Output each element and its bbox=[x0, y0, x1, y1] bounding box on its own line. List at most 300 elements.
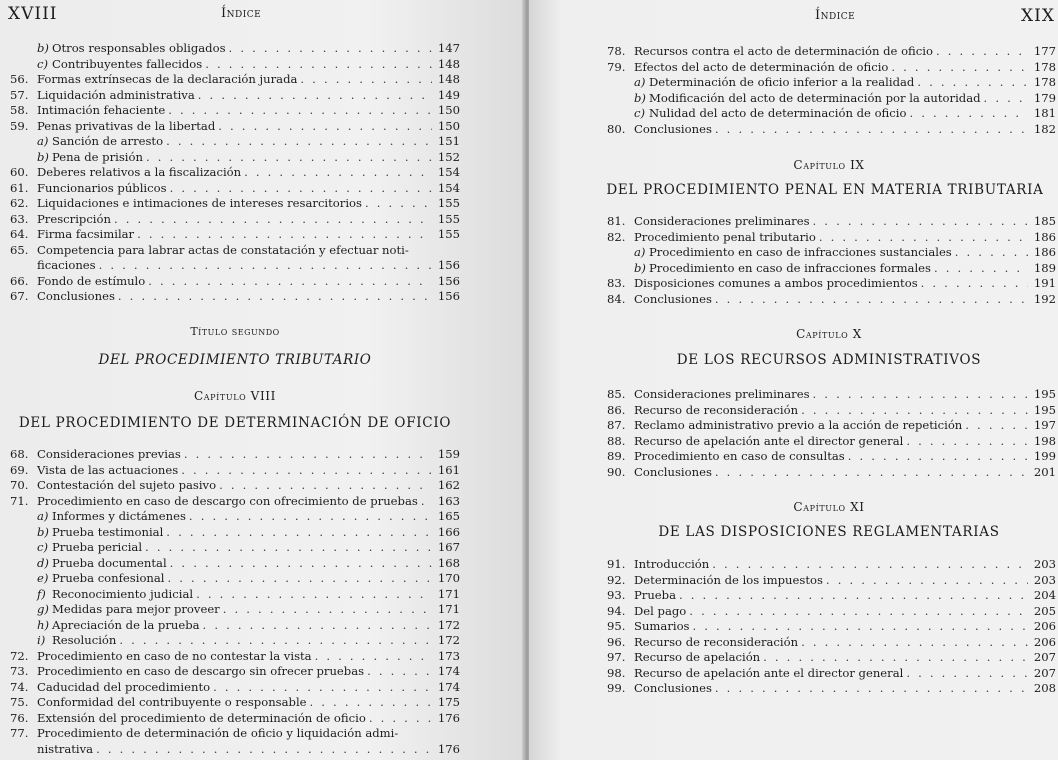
toc-entry bbox=[10, 446, 460, 462]
toc-entry bbox=[10, 273, 460, 289]
chapter-title: DE LOS RECURSOS ADMINISTRATIVOS bbox=[676, 352, 982, 368]
dot-leader bbox=[962, 417, 1028, 433]
entry-number: 56. bbox=[10, 72, 29, 86]
dot-leader bbox=[888, 59, 1028, 75]
entry-title: Conclusiones bbox=[634, 464, 712, 479]
toc-entry bbox=[607, 665, 1056, 681]
entry-letter: d) bbox=[37, 555, 49, 570]
dot-leader bbox=[216, 477, 432, 493]
toc-entry bbox=[10, 493, 460, 509]
toc-entry bbox=[607, 260, 1056, 276]
dot-leader bbox=[220, 601, 432, 617]
entry-title: Caducidad del procedimiento bbox=[37, 679, 211, 694]
running-head-right: Índice bbox=[815, 8, 856, 23]
entry-title: Informes y dictámenes bbox=[52, 509, 186, 523]
entry-page-number: 203 bbox=[1033, 572, 1056, 587]
entry-number: 57. bbox=[10, 87, 29, 102]
dot-leader bbox=[810, 386, 1028, 402]
toc-entry bbox=[10, 508, 460, 524]
entry-title: Modificación del acto de determinación por la autoridad bbox=[649, 90, 981, 105]
page-number-left: XVIII bbox=[8, 4, 58, 24]
entry-title: Conformidad del contribuyente o responsable bbox=[37, 695, 307, 709]
entry-number: 87. bbox=[607, 418, 626, 432]
toc-entry bbox=[10, 632, 460, 648]
page-number-right: XIX bbox=[1021, 6, 1055, 26]
dot-leader bbox=[918, 275, 1028, 291]
entry-title: Determinación de los impuestos bbox=[634, 572, 823, 587]
entry-title: Conclusiones bbox=[634, 121, 712, 136]
toc-entry bbox=[10, 648, 460, 664]
dot-leader bbox=[93, 741, 432, 757]
entry-number: 66. bbox=[10, 273, 29, 288]
entry-page-number: 176 bbox=[437, 710, 460, 725]
chapter-label: Capítulo X bbox=[796, 327, 862, 341]
entry-number: 89. bbox=[607, 449, 626, 463]
entry-page-number: 163 bbox=[437, 493, 460, 508]
chapter-title: DEL PROCEDIMIENTO DE DETERMINACIÓN DE OFICIO bbox=[18, 415, 452, 431]
toc-entry bbox=[10, 725, 398, 741]
toc-entry bbox=[10, 663, 460, 679]
entry-number: 80. bbox=[607, 121, 626, 136]
entry-page-number: 174 bbox=[437, 664, 460, 678]
toc-entry bbox=[10, 195, 460, 211]
dot-leader bbox=[933, 43, 1028, 59]
entry-page-number: 207 bbox=[1033, 650, 1056, 664]
entry-number: 68. bbox=[10, 447, 29, 461]
dot-leader bbox=[111, 211, 432, 227]
entry-page-number: 175 bbox=[437, 695, 460, 709]
entry-page-number: 154 bbox=[437, 165, 460, 179]
entry-page-number: 156 bbox=[437, 289, 460, 303]
toc-entry bbox=[10, 288, 460, 304]
entry-title: Procedimiento en caso de descargo sin ofrecer pruebas bbox=[37, 664, 365, 678]
dot-leader bbox=[195, 87, 432, 103]
entry-title: Disposiciones comunes a ambos procedimientos bbox=[634, 276, 918, 290]
entry-page-number: 171 bbox=[437, 602, 460, 616]
entry-number: 65. bbox=[10, 242, 29, 257]
toc-entry bbox=[10, 524, 460, 540]
entry-number: 97. bbox=[607, 650, 626, 664]
entry-page-number: 207 bbox=[1033, 665, 1056, 680]
entry-number: 71. bbox=[10, 493, 29, 508]
entry-page-number: 189 bbox=[1033, 260, 1056, 275]
entry-number: 79. bbox=[607, 59, 626, 74]
toc-entry bbox=[10, 477, 460, 493]
entry-title: Conclusiones bbox=[634, 681, 712, 695]
chapter-label: Capítulo VIII bbox=[194, 389, 276, 403]
entry-number: 82. bbox=[607, 229, 626, 244]
entry-letter: a) bbox=[634, 75, 646, 89]
toc-entry bbox=[607, 572, 1056, 588]
dot-leader bbox=[163, 524, 432, 540]
dot-leader bbox=[116, 632, 432, 648]
entry-title: Determinación de oficio inferior a la realidad bbox=[649, 75, 915, 89]
entry-title: nistrativa bbox=[37, 741, 94, 756]
entry-number: 86. bbox=[607, 402, 626, 417]
dot-leader bbox=[241, 164, 432, 180]
toc-entry bbox=[10, 118, 460, 134]
dot-leader bbox=[364, 663, 432, 679]
entry-number: 60. bbox=[10, 165, 29, 179]
toc-entry bbox=[607, 433, 1056, 449]
entry-title: Formas extrínsecas de la declaración jurada bbox=[37, 72, 298, 86]
dot-leader bbox=[981, 90, 1028, 106]
chapter-label: Capítulo XI bbox=[793, 500, 865, 514]
dot-leader bbox=[712, 680, 1028, 696]
entry-number: 78. bbox=[607, 44, 626, 58]
entry-title: ficaciones bbox=[37, 258, 96, 272]
toc-entry bbox=[10, 586, 460, 602]
entry-page-number: 147 bbox=[437, 41, 460, 55]
entry-letter: c) bbox=[37, 540, 49, 554]
chapter-title: DE LAS DISPOSICIONES REGLAMENTARIAS bbox=[658, 524, 1000, 540]
dot-leader bbox=[823, 572, 1028, 588]
entry-page-number: 148 bbox=[437, 72, 460, 86]
toc-entry bbox=[607, 291, 1056, 307]
dot-leader bbox=[690, 618, 1029, 634]
toc-entry bbox=[607, 59, 1056, 75]
entry-title: Recurso de apelación ante el director general bbox=[634, 665, 904, 680]
toc-entry bbox=[10, 694, 460, 710]
toc-entry bbox=[10, 570, 460, 586]
entry-title: Recurso de reconsideración bbox=[634, 402, 799, 417]
toc-entry bbox=[607, 74, 1056, 90]
entry-title: Liquidaciones e intimaciones de intereses resarcitorios bbox=[37, 196, 362, 210]
toc-entry bbox=[10, 211, 460, 227]
entry-page-number: 191 bbox=[1033, 276, 1056, 290]
entry-page-number: 208 bbox=[1033, 681, 1056, 695]
toc-entry bbox=[607, 587, 1056, 603]
entry-page-number: 154 bbox=[437, 180, 460, 195]
entry-title: Reclamo administrativo previo a la acción de repetición bbox=[634, 418, 963, 432]
toc-entry bbox=[607, 556, 1056, 572]
entry-page-number: 156 bbox=[437, 258, 460, 272]
entry-letter: a) bbox=[37, 509, 49, 523]
entry-title: Procedimiento en caso de no contestar la vista bbox=[37, 648, 312, 663]
entry-title: Medidas para mejor proveer bbox=[52, 602, 220, 616]
entry-page-number: 151 bbox=[437, 134, 460, 148]
toc-entry bbox=[607, 634, 1056, 650]
dot-leader bbox=[760, 649, 1028, 665]
entry-title: Prescripción bbox=[37, 211, 111, 226]
entry-title: Reconocimiento judicial bbox=[52, 586, 194, 601]
entry-page-number: 161 bbox=[437, 462, 460, 477]
toc-entry bbox=[10, 679, 460, 695]
entry-page-number: 156 bbox=[437, 273, 460, 288]
entry-letter: b) bbox=[634, 260, 646, 275]
entry-number: 74. bbox=[10, 679, 29, 694]
entry-page-number: 152 bbox=[437, 149, 460, 164]
entry-page-number: 170 bbox=[437, 571, 460, 585]
toc-entry bbox=[607, 448, 1056, 464]
toc-entry bbox=[10, 40, 460, 56]
entry-letter: b) bbox=[37, 149, 49, 164]
dot-leader bbox=[297, 71, 432, 87]
entry-number: 84. bbox=[607, 291, 626, 306]
dot-leader bbox=[215, 118, 432, 134]
entry-page-number: 181 bbox=[1033, 106, 1056, 120]
toc-entry bbox=[607, 603, 1056, 619]
entry-page-number: 195 bbox=[1033, 402, 1056, 417]
dot-leader bbox=[312, 648, 432, 664]
entry-number: 88. bbox=[607, 433, 626, 448]
entry-title: Penas privativas de la libertad bbox=[37, 118, 216, 133]
entry-title: Recursos contra el acto de determinación de oficio bbox=[634, 44, 933, 58]
dot-leader bbox=[186, 508, 432, 524]
entry-letter: g) bbox=[37, 602, 49, 616]
entry-page-number: 195 bbox=[1033, 387, 1056, 401]
entry-page-number: 150 bbox=[437, 118, 460, 133]
entry-title: Consideraciones previas bbox=[37, 447, 181, 461]
entry-title: Resolución bbox=[52, 633, 117, 647]
entry-number: 83. bbox=[607, 276, 626, 290]
entry-page-number: 174 bbox=[437, 679, 460, 694]
dot-leader bbox=[816, 229, 1028, 245]
entry-page-number: 168 bbox=[437, 555, 460, 570]
toc-entry bbox=[10, 87, 460, 103]
entry-page-number: 162 bbox=[437, 478, 460, 492]
entry-title: Procedimiento de determinación de oficio y liquidación admi- bbox=[37, 726, 399, 740]
dot-leader bbox=[226, 40, 432, 56]
dot-leader bbox=[906, 105, 1028, 121]
dot-leader bbox=[181, 446, 432, 462]
toc-entry bbox=[607, 105, 1056, 121]
entry-page-number: 177 bbox=[1033, 44, 1056, 58]
dot-leader bbox=[798, 402, 1028, 418]
entry-number: 99. bbox=[607, 681, 626, 695]
toc-entry bbox=[10, 56, 460, 72]
entry-title: Procedimiento en caso de descargo con ofrecimiento de pruebas bbox=[37, 493, 418, 508]
dot-leader bbox=[193, 586, 432, 602]
entry-page-number: 159 bbox=[437, 447, 460, 461]
entry-number: 91. bbox=[607, 557, 626, 571]
toc-entry bbox=[607, 402, 1056, 418]
dot-leader bbox=[914, 74, 1028, 90]
entry-letter: h) bbox=[37, 617, 49, 632]
dot-leader bbox=[307, 694, 432, 710]
entry-letter: f) bbox=[37, 586, 46, 601]
toc-entry bbox=[607, 464, 1056, 480]
dot-leader bbox=[115, 288, 432, 304]
entry-number: 77. bbox=[10, 726, 29, 740]
entry-number: 85. bbox=[607, 387, 626, 401]
entry-number: 92. bbox=[607, 572, 626, 587]
entry-title: Introducción bbox=[634, 557, 710, 571]
toc-entry bbox=[10, 257, 460, 273]
entry-page-number: 155 bbox=[437, 211, 460, 226]
entry-title: Recurso de apelación bbox=[634, 650, 761, 664]
toc-entry bbox=[607, 680, 1056, 696]
entry-page-number: 205 bbox=[1033, 603, 1056, 618]
entry-page-number: 173 bbox=[437, 648, 460, 663]
entry-number: 73. bbox=[10, 664, 29, 678]
dot-leader bbox=[143, 149, 432, 165]
dot-leader bbox=[709, 556, 1028, 572]
entry-title: Efectos del acto de determinación de oficio bbox=[634, 59, 889, 74]
entry-page-number: 206 bbox=[1033, 634, 1056, 649]
entry-page-number: 201 bbox=[1033, 464, 1056, 479]
entry-page-number: 198 bbox=[1033, 433, 1056, 448]
entry-letter: b) bbox=[37, 524, 49, 539]
dot-leader bbox=[165, 570, 432, 586]
entry-title: Consideraciones preliminares bbox=[634, 214, 810, 228]
entry-letter: e) bbox=[37, 571, 49, 585]
dot-leader bbox=[200, 617, 432, 633]
entry-title: Recurso de apelación ante el director general bbox=[634, 433, 904, 448]
toc-entry bbox=[10, 71, 460, 87]
entry-page-number: 179 bbox=[1033, 90, 1056, 105]
dot-leader bbox=[202, 56, 432, 72]
chapter-title: DEL PROCEDIMIENTO PENAL EN MATERIA TRIBUTARIA bbox=[606, 182, 1044, 198]
entry-number: 61. bbox=[10, 180, 29, 195]
entry-title: Recurso de reconsideración bbox=[634, 634, 799, 649]
entry-page-number: 206 bbox=[1033, 619, 1056, 633]
dot-leader bbox=[366, 710, 432, 726]
entry-page-number: 149 bbox=[437, 87, 460, 102]
entry-title: Procedimiento en caso de infracciones sustanciales bbox=[649, 245, 952, 259]
entry-title: Extensión del procedimiento de determinación de oficio bbox=[37, 710, 366, 725]
toc-entry bbox=[10, 226, 460, 242]
toc-entry bbox=[607, 275, 1056, 291]
dot-leader bbox=[712, 291, 1028, 307]
toc-entry bbox=[10, 242, 409, 258]
entry-page-number: 150 bbox=[437, 103, 460, 117]
entry-page-number: 155 bbox=[437, 227, 460, 241]
dot-leader bbox=[686, 603, 1028, 619]
entry-title: Apreciación de la prueba bbox=[52, 617, 200, 632]
entry-letter: b) bbox=[634, 90, 646, 105]
entry-title: Procedimiento en caso de consultas bbox=[634, 449, 845, 463]
dot-leader bbox=[845, 448, 1028, 464]
titulo-name: DEL PROCEDIMIENTO TRIBUTARIO bbox=[98, 352, 372, 368]
dot-leader bbox=[362, 195, 432, 211]
entry-title: Competencia para labrar actas de constatación y efectuar noti- bbox=[37, 242, 409, 257]
toc-entry bbox=[10, 741, 460, 757]
toc-entry bbox=[607, 417, 1056, 433]
entry-page-number: 192 bbox=[1033, 291, 1056, 306]
dot-leader bbox=[903, 433, 1028, 449]
entry-page-number: 172 bbox=[437, 633, 460, 647]
entry-page-number: 186 bbox=[1033, 245, 1056, 259]
toc-entry bbox=[607, 213, 1056, 229]
toc-entry bbox=[10, 539, 460, 555]
entry-title: Vista de las actuaciones bbox=[37, 462, 179, 477]
entry-letter: a) bbox=[37, 134, 49, 148]
entry-title: Contribuyentes fallecidos bbox=[52, 56, 203, 71]
entry-page-number: 171 bbox=[437, 586, 460, 601]
entry-number: 94. bbox=[607, 603, 626, 618]
entry-number: 62. bbox=[10, 196, 29, 210]
chapter-label: Capítulo IX bbox=[793, 158, 865, 172]
toc-entry bbox=[10, 555, 460, 571]
dot-leader bbox=[178, 462, 432, 478]
dot-leader bbox=[145, 273, 432, 289]
entry-title: Consideraciones preliminares bbox=[634, 387, 810, 401]
entry-page-number: 172 bbox=[437, 617, 460, 632]
entry-title: Prueba documental bbox=[52, 555, 167, 570]
entry-number: 75. bbox=[10, 695, 29, 709]
toc-entry bbox=[10, 617, 460, 633]
entry-title: Firma facsimilar bbox=[37, 227, 135, 241]
entry-title: Deberes relativos a la fiscalización bbox=[37, 165, 242, 179]
dot-leader bbox=[810, 213, 1028, 229]
dot-leader bbox=[96, 257, 432, 273]
dot-leader bbox=[712, 464, 1028, 480]
entry-page-number: 197 bbox=[1033, 418, 1056, 432]
entry-page-number: 165 bbox=[437, 509, 460, 523]
toc-entry bbox=[10, 164, 460, 180]
entry-page-number: 185 bbox=[1033, 214, 1056, 228]
entry-title: Funcionarios públicos bbox=[37, 180, 167, 195]
toc-entry bbox=[607, 618, 1056, 634]
dot-leader bbox=[712, 121, 1028, 137]
toc-entry bbox=[607, 121, 1056, 137]
toc-entry bbox=[10, 180, 460, 196]
entry-title: Pena de prisión bbox=[52, 149, 143, 164]
right-page bbox=[529, 0, 1058, 760]
dot-leader bbox=[418, 493, 432, 509]
toc-entry bbox=[607, 649, 1056, 665]
entry-number: 90. bbox=[607, 464, 626, 479]
dot-leader bbox=[931, 260, 1028, 276]
entry-letter: b) bbox=[37, 41, 49, 55]
dot-leader bbox=[676, 587, 1028, 603]
toc-entry bbox=[607, 90, 1056, 106]
dot-leader bbox=[798, 634, 1028, 650]
entry-letter: i) bbox=[37, 633, 46, 647]
entry-page-number: 178 bbox=[1033, 75, 1056, 89]
entry-number: 76. bbox=[10, 710, 29, 725]
entry-number: 69. bbox=[10, 462, 29, 477]
entry-title: Contestación del sujeto pasivo bbox=[37, 478, 217, 492]
entry-title: Intimación fehaciente bbox=[37, 103, 166, 117]
entry-page-number: 166 bbox=[437, 524, 460, 539]
entry-letter: c) bbox=[37, 56, 49, 71]
entry-title: Procedimiento penal tributario bbox=[634, 229, 816, 244]
entry-number: 72. bbox=[10, 648, 29, 663]
dot-leader bbox=[903, 665, 1028, 681]
entry-title: Conclusiones bbox=[37, 289, 115, 303]
entry-number: 58. bbox=[10, 103, 29, 117]
dot-leader bbox=[167, 180, 432, 196]
entry-number: 63. bbox=[10, 211, 29, 226]
dot-leader bbox=[142, 539, 432, 555]
toc-entry bbox=[10, 462, 460, 478]
dot-leader bbox=[210, 679, 432, 695]
entry-title: Fondo de estímulo bbox=[37, 273, 146, 288]
entry-title: Prueba bbox=[634, 588, 677, 602]
entry-title: Prueba confesional bbox=[52, 571, 165, 585]
dot-leader bbox=[167, 555, 432, 571]
entry-page-number: 178 bbox=[1033, 59, 1056, 74]
dot-leader bbox=[165, 102, 432, 118]
entry-page-number: 167 bbox=[437, 540, 460, 554]
dot-leader bbox=[163, 133, 432, 149]
entry-number: 81. bbox=[607, 214, 626, 228]
entry-number: 67. bbox=[10, 289, 29, 303]
entry-number: 93. bbox=[607, 588, 626, 602]
entry-number: 59. bbox=[10, 118, 29, 133]
dot-leader bbox=[134, 226, 432, 242]
entry-number: 70. bbox=[10, 478, 29, 492]
entry-number: 95. bbox=[607, 619, 626, 633]
entry-page-number: 204 bbox=[1033, 588, 1056, 602]
toc-entry bbox=[607, 229, 1056, 245]
entry-page-number: 186 bbox=[1033, 229, 1056, 244]
entry-title: Otros responsables obligados bbox=[52, 41, 226, 55]
titulo-label: Título segundo bbox=[190, 325, 280, 338]
entry-number: 98. bbox=[607, 665, 626, 680]
